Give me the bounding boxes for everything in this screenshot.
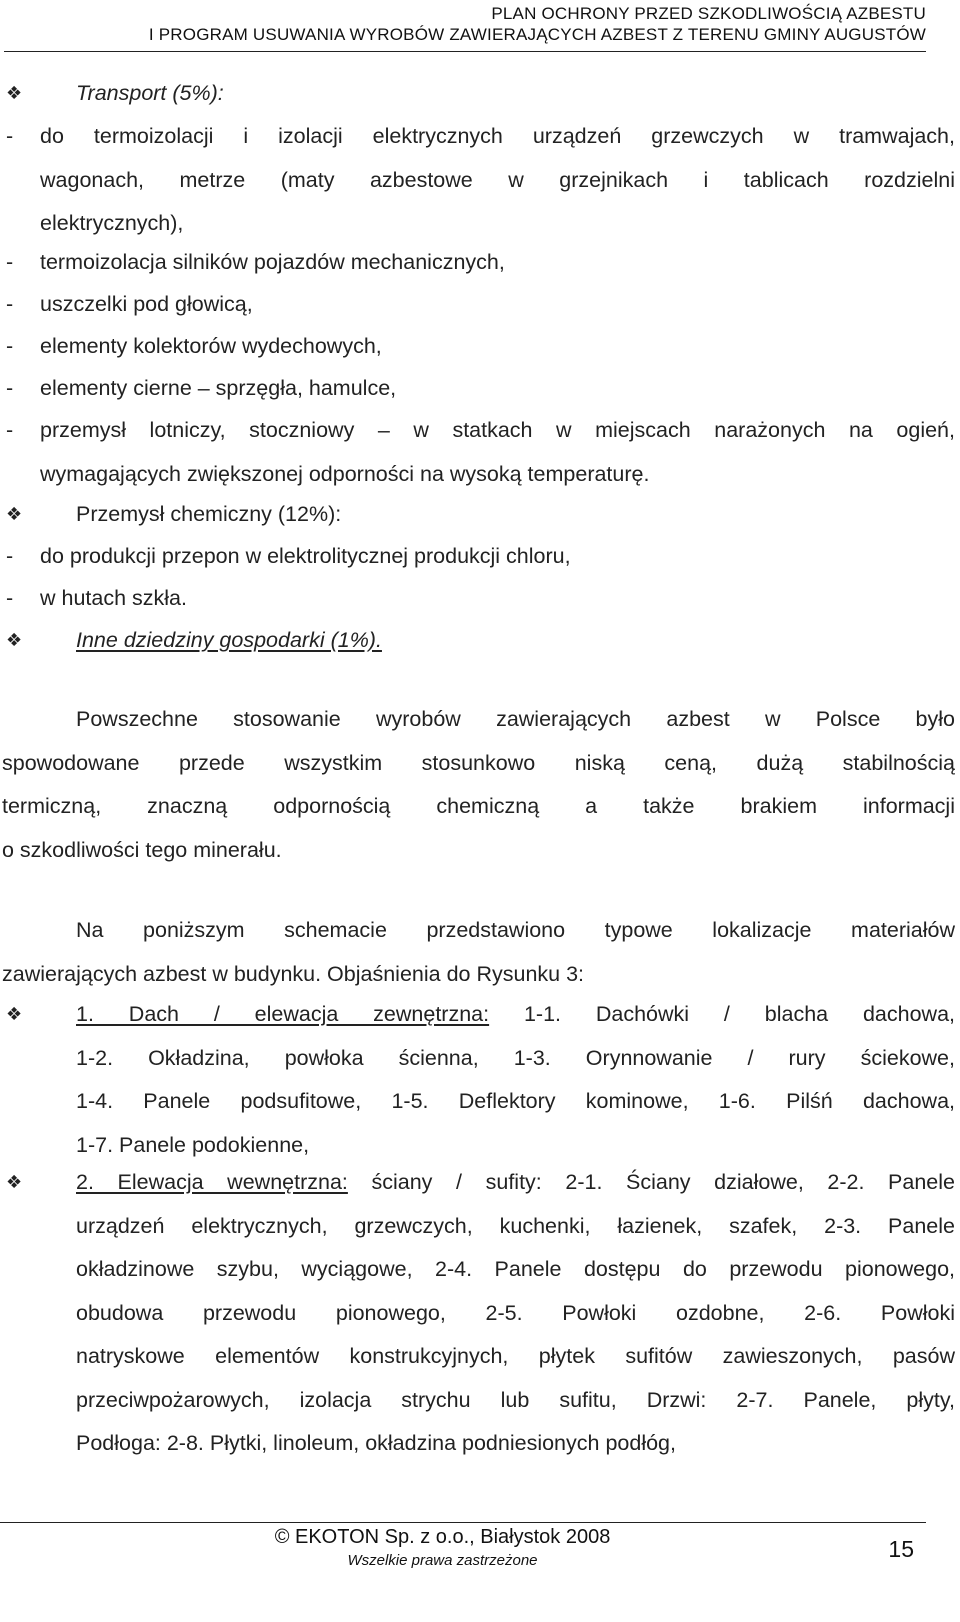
paragraph bbox=[2, 909, 955, 996]
page-number: 15 bbox=[888, 1536, 914, 1562]
list-item-text: do produkcji przepon w elektrolitycznej produkcji chloru, bbox=[40, 544, 571, 568]
paragraph-line: zawierających azbest w budynku. Objaśnienia do Rysunku 3: bbox=[2, 961, 585, 986]
paragraph-line: termiczną, znaczną odpornością chemiczną a także brakiem informacji bbox=[2, 794, 955, 818]
dash-bullet: - bbox=[6, 250, 14, 274]
list-item-text: wagonach, metrze (maty azbestowe w grzejnikach i tablicach rozdzielni bbox=[40, 167, 955, 192]
legend-item-label: 1. Dach / elewacja zewnętrzna: bbox=[76, 1002, 490, 1026]
list-item-text: do termoizolacji i izolacji elektrycznych urządzeń grzewczych w tramwajach, bbox=[40, 124, 955, 148]
list-item-text: uszczelki pod głowicą, bbox=[40, 292, 253, 316]
legend-item-roof bbox=[76, 993, 955, 1167]
dash-bullet: - bbox=[6, 292, 14, 316]
legend-item-text: obudowa przewodu pionowego, 2-5. Powłoki ozdobne, 2-6. Powłoki bbox=[76, 1300, 955, 1325]
diamond-bullet-icon: ❖ bbox=[6, 504, 23, 524]
paragraph-line: Powszechne stosowanie wyrobów zawierających azbest w Polsce było bbox=[76, 707, 955, 731]
legend-item-text: ściany / sufity: 2-1. Ściany działowe, 2-2. Panele bbox=[347, 1170, 956, 1194]
legend-item-text: 1-4. Panele podsufitowe, 1-5. Deflektory kominowe, 1-6. Pilśń dachowa, bbox=[76, 1089, 955, 1113]
paragraph bbox=[2, 698, 955, 872]
header-subtitle: I PROGRAM USUWANIA WYROBÓW ZAWIERAJĄCYCH AZBEST Z TERENU GMINY AUGUSTÓW bbox=[148, 25, 926, 44]
header-title: PLAN OCHRONY PRZED SZKODLIWOŚCIĄ AZBESTU bbox=[491, 4, 926, 23]
list-item-text: elementy cierne – sprzęgła, hamulce, bbox=[40, 376, 397, 400]
diamond-bullet-icon: ❖ bbox=[6, 630, 23, 650]
legend-item-interior bbox=[76, 1161, 955, 1466]
legend-item-text: okładzinowe szybu, wyciągowe, 2-4. Panele dostępu do przewodu pionowego, bbox=[76, 1257, 955, 1281]
diamond-bullet-icon: ❖ bbox=[6, 1172, 23, 1192]
dash-bullet: - bbox=[6, 544, 14, 568]
page-header bbox=[0, 0, 926, 45]
dash-bullet: - bbox=[6, 586, 14, 610]
section-heading-other: Inne dziedziny gospodarki (1%). bbox=[76, 628, 382, 652]
diamond-bullet-icon: ❖ bbox=[6, 83, 23, 103]
legend-item-text: 1-1. Dachówki / blacha dachowa, bbox=[489, 1002, 956, 1026]
dash-bullet: - bbox=[6, 376, 14, 400]
paragraph-line: Na poniższym schemacie przedstawiono typowe lokalizacje materiałów bbox=[76, 918, 955, 942]
legend-item-text: 1-7. Panele podokienne, bbox=[76, 1132, 310, 1157]
list-item-text: elektrycznych), bbox=[40, 211, 184, 235]
list-item-text: wymagających zwiększonej odporności na wysoką temperaturę. bbox=[40, 461, 650, 486]
footer-rights: Wszelkie prawa zastrzeżone bbox=[347, 1552, 538, 1569]
legend-item-text: przeciwpożarowych, izolacja strychu lub sufitu, Drzwi: 2-7. Panele, płyty, bbox=[76, 1387, 955, 1412]
legend-item-text: urządzeń elektrycznych, grzewczych, kuchenki, łazienek, szafek, 2-3. Panele bbox=[76, 1213, 955, 1238]
footer-copyright: © EKOTON Sp. z o.o., Białystok 2008 bbox=[274, 1526, 611, 1548]
dash-bullet: - bbox=[6, 418, 14, 442]
legend-item-label: 2. Elewacja wewnętrzna: bbox=[76, 1170, 348, 1194]
list-item-text: elementy kolektorów wydechowych, bbox=[40, 334, 382, 358]
paragraph-line: o szkodliwości tego minerału. bbox=[2, 837, 282, 862]
dash-bullet: - bbox=[6, 334, 14, 358]
diamond-bullet-icon: ❖ bbox=[6, 1004, 23, 1024]
legend-item-text: 1-2. Okładzina, powłoka ścienna, 1-3. Orynnowanie / rury ściekowe, bbox=[76, 1045, 955, 1070]
header-divider bbox=[4, 51, 926, 52]
section-heading-transport: Transport (5%): bbox=[76, 81, 224, 105]
legend-item-text: Podłoga: 2-8. Płytki, linoleum, okładzina podniesionych podłóg, bbox=[76, 1431, 676, 1455]
list-item-text: przemysł lotniczy, stoczniowy – w statkach w miejscach narażonych na ogień, bbox=[40, 418, 955, 442]
list-item-text: w hutach szkła. bbox=[40, 586, 187, 610]
list-item-text: termoizolacja silników pojazdów mechanicznych, bbox=[40, 250, 505, 274]
legend-item-text: natryskowe elementów konstrukcyjnych, płytek sufitów zawieszonych, pasów bbox=[76, 1344, 955, 1368]
footer-divider bbox=[0, 1522, 926, 1523]
dash-bullet: - bbox=[6, 124, 14, 148]
section-heading-chemical: Przemysł chemiczny (12%): bbox=[76, 502, 342, 526]
paragraph-line: spowodowane przede wszystkim stosunkowo niską ceną, dużą stabilnością bbox=[2, 750, 955, 775]
